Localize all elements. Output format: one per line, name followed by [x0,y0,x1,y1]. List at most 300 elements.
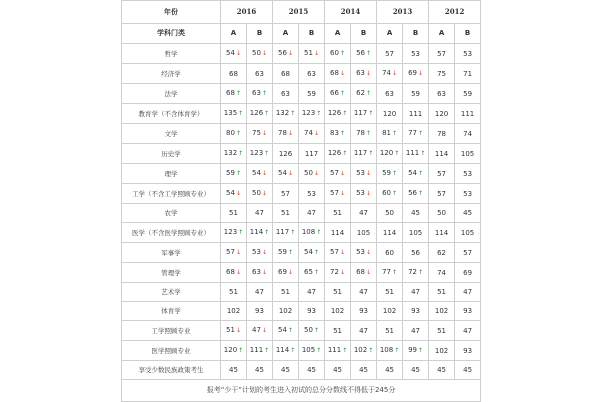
arrow-down-icon: ↓ [418,70,424,77]
score-cell [403,64,429,84]
table-row [122,204,481,223]
score-value: 102 [278,307,293,315]
score-value: 54 [304,248,313,256]
score-value: 54 [278,169,287,177]
score-value: 57 [437,189,447,198]
arrow-down-icon: ↓ [235,327,241,334]
score-cell [455,164,481,184]
score-value: 126 [278,149,293,158]
score-value: 65 [304,268,313,276]
category-name: 农学 [122,204,221,223]
score-cell [351,302,377,321]
score-cell [429,144,455,164]
arrow-up-icon: ↑ [238,110,244,117]
arrow-down-icon: ↓ [339,70,345,77]
score-cell [403,283,429,302]
score-value: 56 [356,49,365,57]
score-cell [377,223,403,243]
score-value: 68 [281,69,290,78]
score-cell [273,283,299,302]
score-cell [377,341,403,361]
score-cell [247,263,273,283]
score-cell [351,361,377,380]
arrow-down-icon: ↓ [287,50,293,57]
score-cell [325,44,351,64]
score-value: 78 [356,129,365,137]
arrow-up-icon: ↑ [394,347,400,354]
score-value: 63 [281,89,290,98]
score-value: 56 [408,189,417,197]
table-row [122,104,481,124]
table-row [122,341,481,361]
arrow-down-icon: ↓ [261,327,267,334]
arrow-up-icon: ↑ [264,347,270,354]
score-cell [221,64,247,84]
arrow-up-icon: ↑ [342,150,348,157]
score-cell [273,44,299,64]
score-cell [455,243,481,263]
region-a-header: A [273,24,299,44]
score-value: 126 [327,149,342,157]
score-cell [403,84,429,104]
arrow-down-icon: ↓ [261,130,267,137]
score-cell [403,204,429,223]
score-cell [403,243,429,263]
score-value: 53 [463,169,473,178]
arrow-down-icon: ↓ [235,249,241,256]
score-cell [273,104,299,124]
score-cell [403,144,429,164]
score-value: 68 [356,268,365,276]
score-cell [351,223,377,243]
score-value: 53 [463,49,473,58]
score-cell [377,184,403,204]
score-cell [273,341,299,361]
score-value: 62 [356,89,365,97]
score-cell [403,164,429,184]
score-cell [377,104,403,124]
category-name: 教育学（不含体育学） [122,104,221,124]
category-label-cell: 学科门类 [122,24,221,44]
score-value: 45 [463,366,473,374]
score-cell [325,361,351,380]
table-row [122,361,481,380]
score-cell [273,164,299,184]
score-cell [403,124,429,144]
arrow-down-icon: ↓ [339,190,345,197]
score-value: 71 [463,69,473,78]
score-cell [429,243,455,263]
table-row [122,44,481,64]
arrow-up-icon: ↑ [313,269,319,276]
score-value: 50 [304,169,313,177]
score-value: 54 [226,49,235,57]
table-row [122,84,481,104]
score-value: 102 [434,346,449,355]
arrow-up-icon: ↑ [264,110,270,117]
year-2015-header: 2015 [273,1,325,24]
score-cell [247,283,273,302]
score-cell [455,144,481,164]
score-value: 93 [307,307,316,315]
category-name: 哲学 [122,44,221,64]
arrow-down-icon: ↓ [261,269,267,276]
score-cell [351,204,377,223]
score-cell [429,184,455,204]
arrow-up-icon: ↑ [264,229,270,236]
score-value: 57 [281,189,290,198]
score-value: 74 [463,129,473,138]
arrow-up-icon: ↑ [264,150,270,157]
arrow-up-icon: ↑ [391,170,398,177]
score-value: 77 [382,268,391,276]
score-cell [273,223,299,243]
arrow-down-icon: ↓ [261,50,267,57]
score-cell [247,104,273,124]
score-cell [247,223,273,243]
score-cell [247,243,273,263]
score-cell [377,302,403,321]
score-value: 68 [330,69,339,77]
score-value: 47 [252,326,261,334]
arrow-up-icon: ↑ [235,130,241,137]
score-value: 51 [281,288,290,296]
region-a-header: A [377,24,403,44]
year-2012-header: 2012 [429,1,481,24]
score-value: 45 [307,366,316,374]
category-name: 文学 [122,124,221,144]
score-value: 59 [307,89,316,98]
table-body [122,44,481,380]
arrow-up-icon: ↑ [313,327,319,334]
score-cell [299,64,325,84]
score-value: 60 [385,248,394,257]
category-name: 历史学 [122,144,221,164]
score-cell [351,144,377,164]
score-value: 47 [255,209,264,217]
arrow-up-icon: ↑ [238,229,244,236]
category-name: 理学 [122,164,221,184]
score-cell [299,223,325,243]
score-value: 68 [226,268,235,276]
table-row [122,223,481,243]
score-value: 47 [307,209,316,217]
score-cell [247,124,273,144]
score-cell [325,204,351,223]
arrow-up-icon: ↑ [418,347,424,354]
score-value: 102 [434,307,449,315]
score-value: 72 [330,268,339,276]
score-value: 45 [411,366,421,374]
score-value: 47 [307,288,316,296]
score-table-container [121,0,480,402]
score-value: 51 [437,288,447,296]
score-value: 102 [382,307,397,315]
score-value: 45 [281,366,290,374]
score-cell [299,44,325,64]
score-value: 60 [330,49,339,57]
score-cell [247,184,273,204]
score-cell [429,341,455,361]
score-value: 57 [437,169,447,178]
score-cell [455,124,481,144]
score-value: 114 [330,228,345,237]
score-value: 53 [463,189,473,198]
arrow-down-icon: ↓ [235,50,241,57]
score-cell [325,64,351,84]
score-value: 80 [226,129,235,137]
region-b-header: B [247,24,273,44]
score-value: 51 [229,209,238,217]
score-line-table [121,0,481,402]
arrow-down-icon: ↓ [287,170,293,177]
score-value: 114 [434,149,449,158]
score-cell [429,302,455,321]
table-row [122,144,481,164]
score-value: 57 [463,248,473,257]
score-cell [273,204,299,223]
category-name: 工学（不含工学照顾专业） [122,184,221,204]
score-cell [351,243,377,263]
score-cell [429,283,455,302]
score-cell [325,283,351,302]
score-value: 120 [382,109,397,118]
score-cell [221,321,247,341]
score-cell [273,243,299,263]
score-cell [221,104,247,124]
arrow-up-icon: ↑ [365,130,372,137]
score-cell [403,361,429,380]
score-cell [221,204,247,223]
score-cell [247,341,273,361]
score-cell [325,243,351,263]
score-cell [351,321,377,341]
score-value: 45 [229,366,238,374]
score-value: 51 [437,326,447,335]
score-value: 105 [356,228,371,237]
score-cell [351,184,377,204]
score-cell [377,44,403,64]
arrow-up-icon: ↑ [313,249,319,256]
year-2016-header: 2016 [221,1,273,24]
score-cell [273,263,299,283]
score-cell [429,204,455,223]
year-2013-header: 2013 [377,1,429,24]
category-name: 医学（不含医学照顾专业） [122,223,221,243]
score-cell [273,321,299,341]
score-value: 75 [252,129,261,137]
score-cell [455,361,481,380]
score-cell [221,302,247,321]
score-value: 63 [356,69,365,77]
score-cell [377,204,403,223]
score-value: 56 [278,49,287,57]
score-cell [403,302,429,321]
score-value: 132 [223,149,238,157]
score-value: 47 [255,288,264,296]
score-cell [455,302,481,321]
score-cell [299,263,325,283]
score-value: 93 [463,307,473,315]
arrow-down-icon: ↓ [339,249,345,256]
score-value: 77 [408,129,417,137]
score-cell [429,164,455,184]
arrow-down-icon: ↓ [261,190,267,197]
arrow-up-icon: ↑ [316,347,322,354]
arrow-down-icon: ↓ [261,249,267,256]
score-cell [377,283,403,302]
category-name: 经济学 [122,64,221,84]
note-row [122,380,481,402]
score-value: 117 [275,228,290,236]
arrow-up-icon: ↑ [238,150,244,157]
score-cell [273,84,299,104]
score-cell [247,64,273,84]
score-value: 57 [330,189,339,197]
score-value: 51 [333,326,342,335]
score-value: 123 [301,109,316,117]
arrow-down-icon: ↓ [287,269,293,276]
score-cell [455,204,481,223]
score-cell [325,263,351,283]
score-cell [221,44,247,64]
score-cell [247,144,273,164]
score-value: 57 [330,248,339,256]
score-value: 47 [359,288,368,296]
score-cell [403,223,429,243]
score-value: 111 [249,346,264,354]
arrow-down-icon: ↓ [339,269,345,276]
arrow-down-icon: ↓ [365,170,372,177]
score-value: 45 [411,209,421,217]
score-value: 68 [226,89,235,97]
score-value: 54 [226,189,235,197]
score-value: 93 [255,307,264,315]
score-cell [429,361,455,380]
score-value: 120 [379,149,394,157]
arrow-up-icon: ↑ [342,110,348,117]
score-cell [299,243,325,263]
score-value: 74 [304,129,313,137]
score-value: 63 [437,89,447,98]
arrow-up-icon: ↑ [339,90,345,97]
score-value: 120 [434,109,449,118]
score-cell [455,223,481,243]
score-value: 93 [359,307,368,315]
score-cell [247,361,273,380]
score-value: 51 [281,209,290,217]
score-cell [429,104,455,124]
score-value: 51 [304,49,313,57]
score-value: 59 [382,169,391,177]
score-value: 62 [437,248,447,257]
region-a-header: A [429,24,455,44]
score-cell [429,321,455,341]
score-cell [221,184,247,204]
region-b-header: B [455,24,481,44]
arrow-down-icon: ↓ [235,190,241,197]
score-cell [429,44,455,64]
arrow-up-icon: ↑ [339,50,345,57]
score-value: 105 [301,346,316,354]
score-cell [325,104,351,124]
score-cell [273,144,299,164]
score-value: 51 [385,326,394,335]
table-row [122,184,481,204]
score-value: 117 [304,149,319,158]
score-cell [403,184,429,204]
score-value: 132 [275,109,290,117]
score-value: 45 [385,366,394,374]
score-cell [351,104,377,124]
arrow-up-icon: ↑ [290,347,296,354]
score-cell [377,64,403,84]
score-value: 102 [353,346,368,354]
table-row [122,321,481,341]
score-value: 114 [434,228,449,237]
score-value: 111 [408,109,423,118]
region-b-header: B [403,24,429,44]
arrow-down-icon: ↓ [235,269,241,276]
score-cell [351,164,377,184]
score-cell [351,84,377,104]
score-value: 45 [359,366,368,374]
score-cell [403,341,429,361]
arrow-down-icon: ↓ [365,70,372,77]
score-cell [247,321,273,341]
arrow-up-icon: ↑ [368,110,374,117]
score-value: 50 [252,49,261,57]
score-value: 50 [385,209,394,217]
score-cell [429,223,455,243]
score-cell [455,184,481,204]
score-value: 78 [278,129,287,137]
score-cell [351,124,377,144]
score-cell [403,44,429,64]
score-value: 51 [385,288,394,296]
arrow-down-icon: ↓ [365,269,372,276]
score-value: 63 [252,89,261,97]
score-value: 68 [229,69,238,78]
arrow-down-icon: ↓ [391,70,398,77]
score-value: 102 [226,307,241,315]
score-cell [247,204,273,223]
year-header-row [122,1,481,24]
arrow-up-icon: ↑ [420,150,426,157]
score-value: 51 [229,288,238,296]
score-cell [455,283,481,302]
score-value: 60 [382,189,391,197]
score-cell [377,263,403,283]
category-name: 法学 [122,84,221,104]
score-value: 57 [385,49,394,58]
score-cell [299,184,325,204]
score-cell [403,321,429,341]
score-value: 59 [226,169,235,177]
score-value: 59 [463,89,473,98]
region-b-header: B [351,24,377,44]
arrow-up-icon: ↑ [391,190,398,197]
table-row [122,263,481,283]
region-a-header: A [325,24,351,44]
score-cell [377,84,403,104]
score-cell [221,223,247,243]
score-cell [325,184,351,204]
score-value: 114 [382,228,397,237]
score-value: 59 [411,89,421,98]
score-value: 74 [382,69,391,77]
arrow-up-icon: ↑ [418,170,424,177]
